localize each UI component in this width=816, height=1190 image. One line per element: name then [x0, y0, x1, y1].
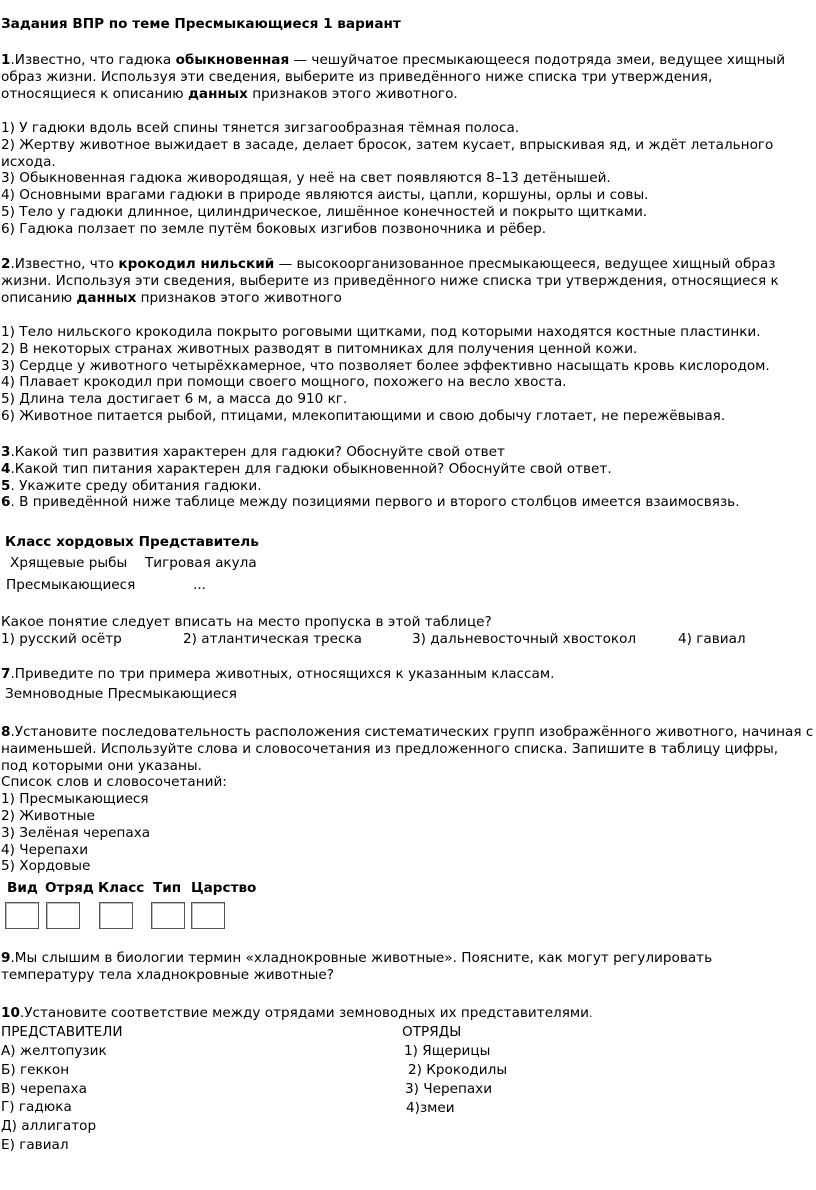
- list-item: Г) гадюка: [1, 1099, 72, 1116]
- table-cell: Хрящевые рыбы: [10, 555, 128, 571]
- question-2: 2.Известно, что крокодил нильский — высокоорганизованное пресмыкающееся, ведущее хищный образ жизни. Используя эти сведения, выберите из приведённого ниже списка три утверждения, относящиеся к описанию данных признаков этого животного: [1, 256, 779, 306]
- question-8: 8.Установите последовательность расположения систематических групп изображённого животного, начиная с наименьшей. Используйте слова и словосочетания из предложенного списка. Запишите в таблицу цифры, под которыми они указаны. Список слов и словосочетаний: 1) Пресмыкающиеся 2) Животные 3) Зелёная черепаха 4) Черепахи 5) Хордовые: [1, 724, 814, 875]
- list-item: 3) Зелёная черепаха: [1, 824, 151, 841]
- list-item: 3) Сердце у животного четырёхкамерное, что позволяет более эффективно насыщать кровь кислородом.: [1, 357, 770, 374]
- question-9: 9.Мы слышим в биологии термин «хладнокровные животные». Поясните, как могут регулировать температуру тела хладнокровные животные?: [1, 950, 713, 983]
- question-6: 6. В приведённой ниже таблице между позициями первого и второго столбцов имеется взаимосвязь.: [1, 494, 740, 511]
- worksheet-title: Задания ВПР по теме Пресмыкающиеся 1 вариант: [1, 16, 401, 32]
- answer-box-type[interactable]: [151, 902, 185, 929]
- list-item: 4) Черепахи: [1, 841, 89, 858]
- list-item: 3) Черепахи: [405, 1081, 493, 1097]
- answer-box-kingdom[interactable]: [191, 902, 225, 929]
- answer-header-type: Тип: [153, 880, 182, 896]
- list-item: 4)змеи: [406, 1100, 455, 1116]
- list-item: 1) Пресмыкающиеся: [1, 791, 149, 808]
- table-cell: Пресмыкающиеся: [6, 577, 136, 593]
- list-item: 3) Обыкновенная гадюка живородящая, у неё на свет появляются 8–13 детёнышей.: [1, 170, 611, 187]
- list-item: 4) Плавает крокодил при помощи своего мощного, похожего на весло хвоста.: [1, 374, 567, 391]
- answer-header-species: Вид: [7, 880, 38, 896]
- list-item: Б) геккон: [1, 1061, 70, 1078]
- list-item: 6) Животное питается рыбой, птицами, млекопитающими и свою добычу глотает, не пережёвывая.: [1, 407, 726, 424]
- question-1-options: [1, 120, 813, 238]
- question-5: 5. Укажите среду обитания гадюки.: [1, 477, 262, 494]
- question-6-prompt: Какое понятие следует вписать на место пропуска в этой таблице?: [1, 614, 492, 630]
- list-item: 5) Длина тела достигает 6 м, а масса до 910 кг.: [1, 391, 348, 408]
- table-cell: ...: [193, 577, 206, 593]
- list-item: 1) Тело нильского крокодила покрыто роговыми щитками, под которыми находятся костные пластинки.: [1, 324, 761, 340]
- list-item: Е) гавиал: [1, 1136, 69, 1153]
- list-item: В) черепаха: [1, 1080, 87, 1097]
- list-item: Д) аллигатор: [1, 1118, 97, 1135]
- list-item: 2) Крокодилы: [408, 1062, 508, 1078]
- list-item: 1) У гадюки вдоль всей спины тянется зигзагообразная тёмная полоса.: [1, 120, 520, 136]
- column-header-orders: ОТРЯДЫ: [402, 1024, 462, 1040]
- question-7-classes: Земноводные Пресмыкающиеся: [5, 686, 237, 702]
- answer-box-species[interactable]: [5, 902, 39, 929]
- list-item: 2) В некоторых странах животных разводят в питомниках для получения ценной кожи.: [1, 340, 638, 357]
- answer-header-kingdom: Царство: [191, 880, 257, 896]
- list-item: 2) Жертву животное выжидает в засаде, делает бросок, затем кусает, впрыскивая яд, и ждёт летального: [1, 136, 774, 153]
- list-item: 5) Тело у гадюки длинное, цилиндрическое, лишённое конечностей и покрыто щитками.: [1, 203, 648, 220]
- list-item: 1) Ящерицы: [404, 1043, 491, 1059]
- answer-box-order[interactable]: [46, 902, 80, 929]
- questions-3-6: [1, 444, 813, 511]
- list-item: 6) Гадюка ползает по земле путём боковых изгибов позвоночника и рёбер.: [1, 220, 547, 237]
- answer-option: 1) русский осётр: [1, 631, 122, 647]
- question-4: 4.Какой тип питания характерен для гадюки обыкновенной? Обоснуйте свой ответ.: [1, 460, 612, 477]
- answer-option: 2) атлантическая треска: [183, 631, 363, 647]
- column-header-representatives: ПРЕДСТАВИТЕЛИ: [1, 1024, 123, 1040]
- answer-header-order: Отряд: [45, 880, 94, 896]
- answer-header-class: Класс: [98, 880, 145, 896]
- question-7: 7.Приведите по три примера животных, относящихся к указанным классам.: [1, 666, 555, 682]
- answer-option: 4) гавиал: [678, 631, 746, 647]
- question-3: 3.Какой тип развития характерен для гадюки? Обоснуйте свой ответ: [1, 444, 505, 460]
- list-item: 2) Животные: [1, 807, 95, 824]
- question-1: 1.Известно, что гадюка обыкновенная — чешуйчатое пресмыкающееся подотряда змеи, ведущее хищный образ жизни. Используя эти сведения, выберите из приведённого ниже списка три утверждения, относящиеся к описанию данных признаков этого животного.: [1, 52, 786, 102]
- list-item: А) желтопузик: [1, 1043, 107, 1059]
- answer-box-class[interactable]: [99, 902, 133, 929]
- answer-option: 3) дальневосточный хвостокол: [412, 631, 637, 647]
- question-2-options: [1, 324, 813, 425]
- list-item: 5) Хордовые: [1, 858, 91, 875]
- table-cell: Тигровая акула: [145, 555, 257, 571]
- table-header: Класс хордовых Представитель: [5, 534, 259, 550]
- list-item: 4) Основными врагами гадюки в природе являются аисты, цапли, коршуны, орлы и совы.: [1, 187, 649, 204]
- question-10: 10.Установите соответствие между отрядами земноводных их представителями.: [1, 1005, 593, 1021]
- list-item: исхода.: [1, 153, 56, 170]
